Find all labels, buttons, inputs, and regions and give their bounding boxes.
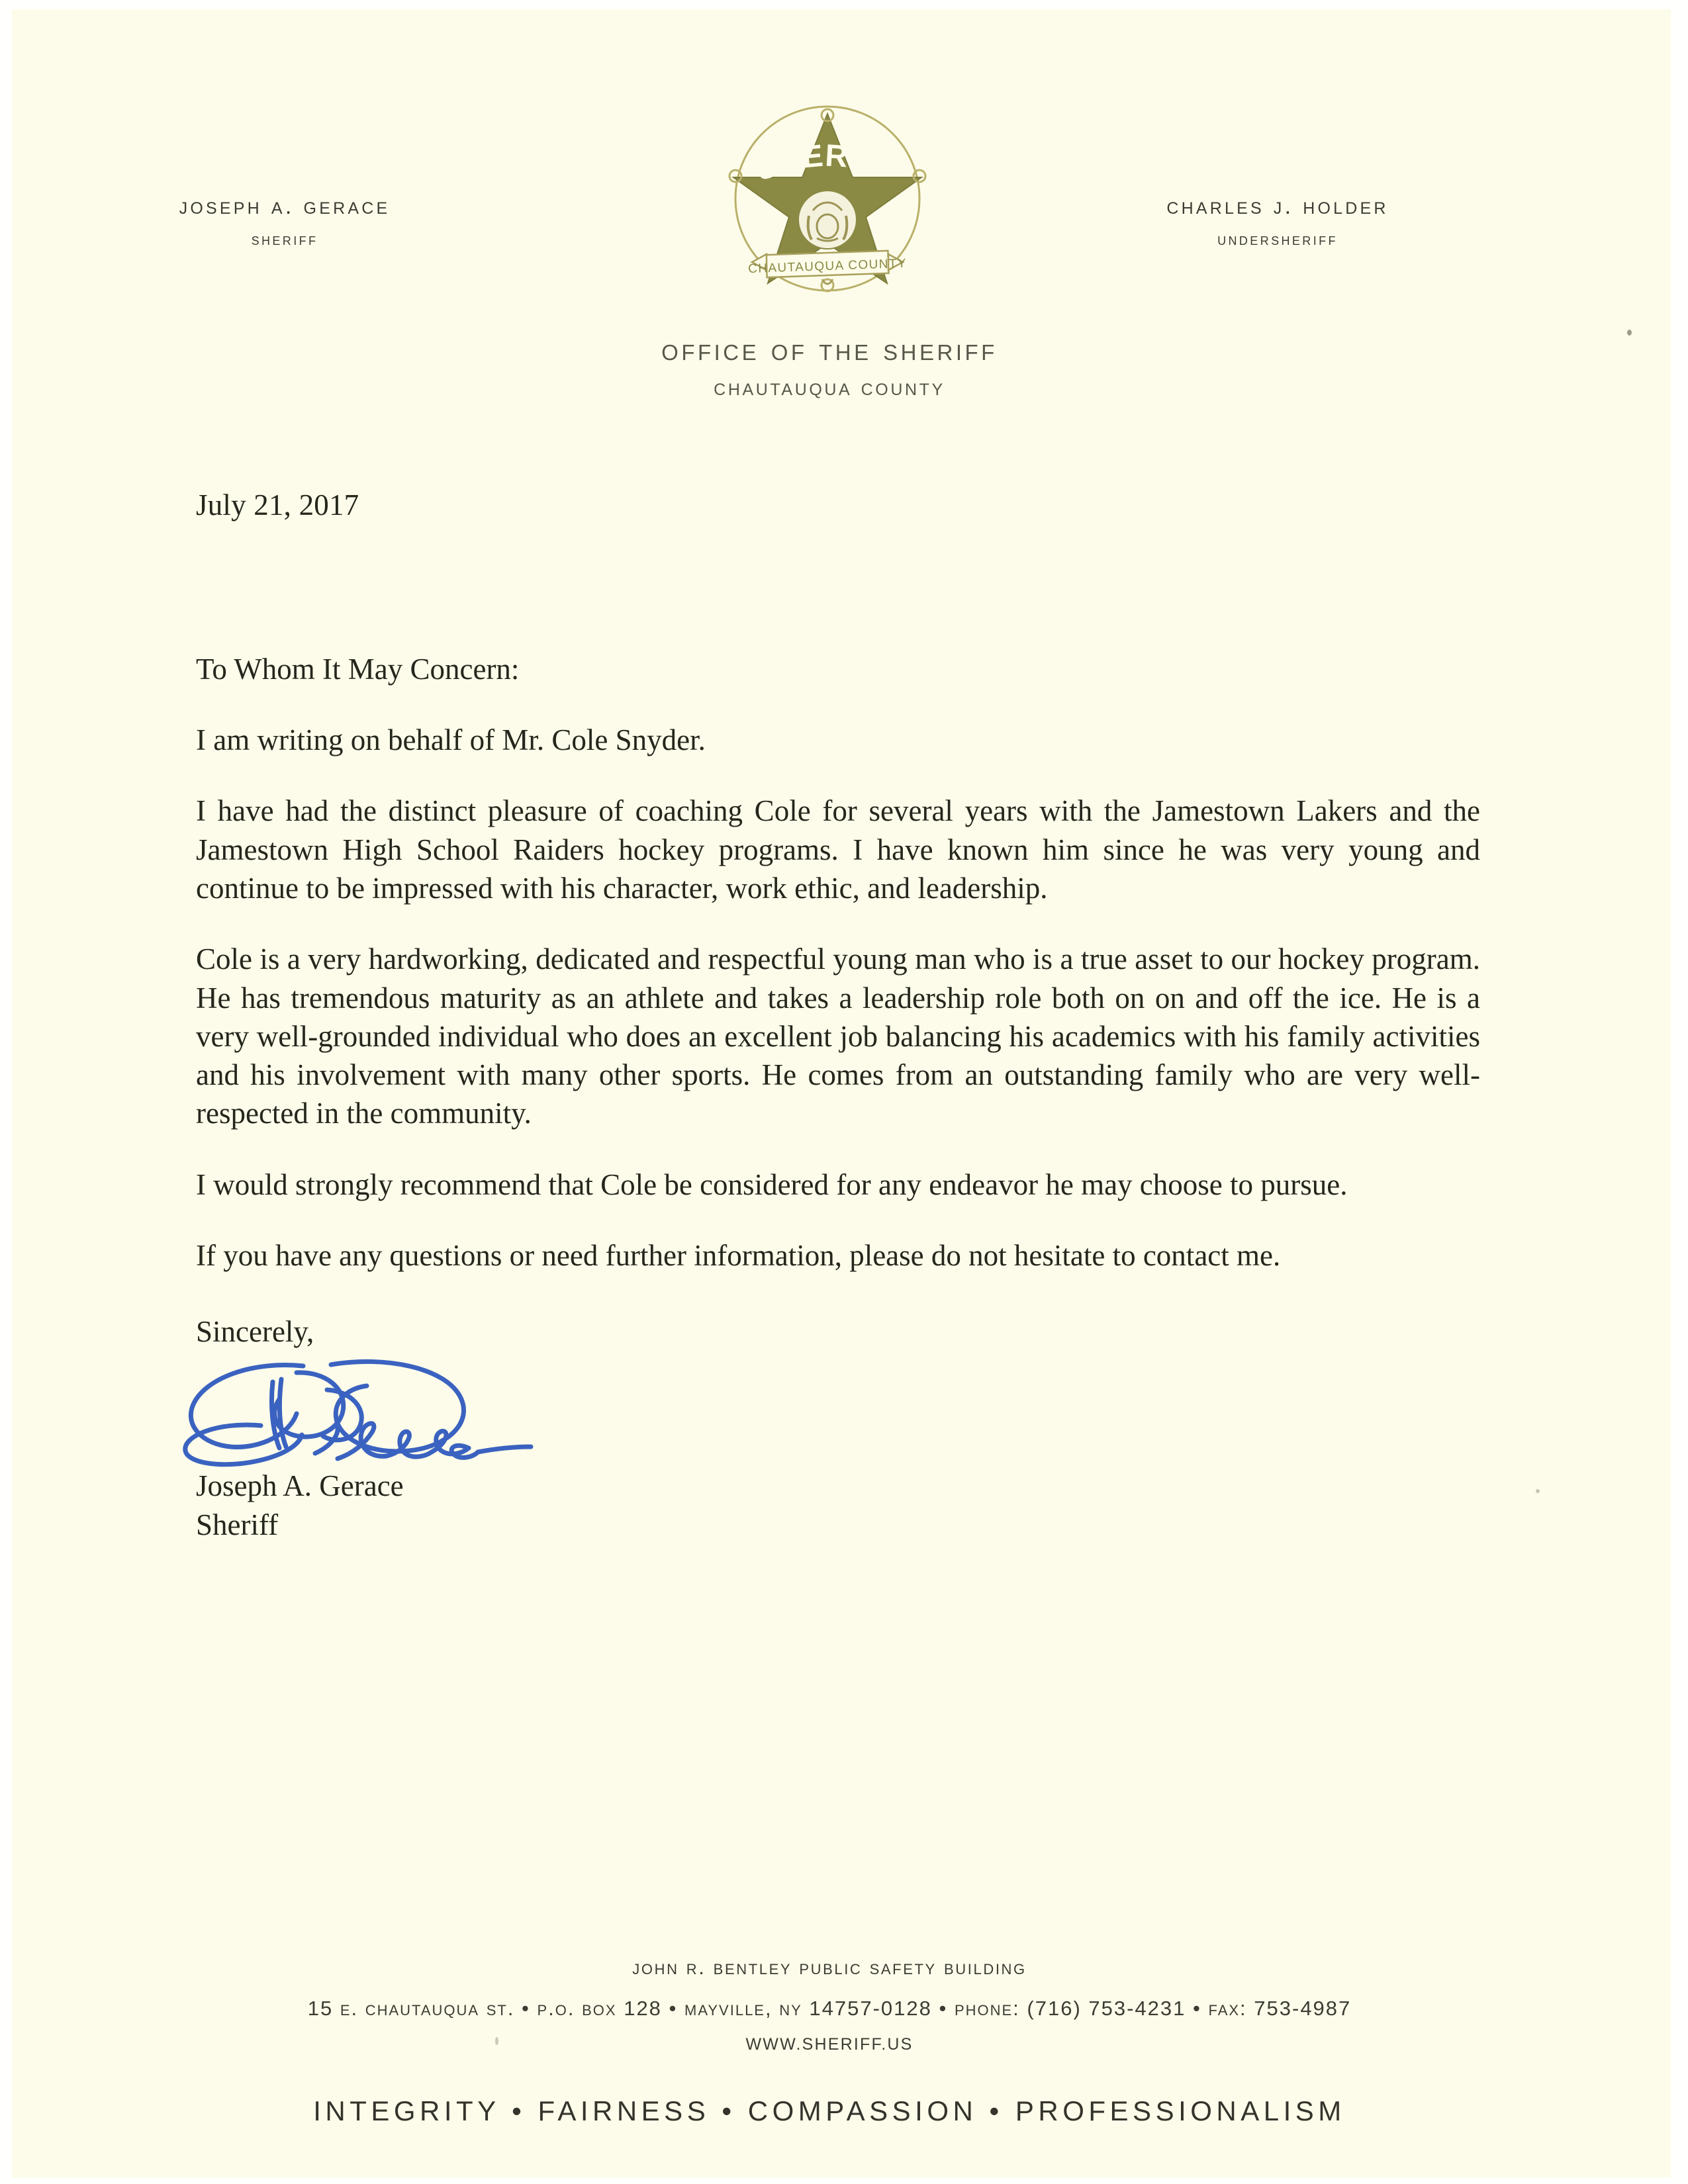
footer-address: 15 e. chautauqua st. • p.o. box 128 • mayville, ny 14757-0128 • phone: (716) 753-4231 • fax: 753-4987	[307, 1997, 1352, 2020]
county-name: chautauqua county	[714, 375, 945, 401]
scan-border-bottom	[0, 2177, 1688, 2184]
letter-paragraph: Cole is a very hardworking, dedicated and respectful young man who is a true asset to our hockey program. He has tremendous maturity as an athlete and takes a leadership role both on on and off the ice. He is a very well-grounded individual who does an excellent job balancing his academics with his family activities and his involvement with many other sports. He comes from an outstanding family who are very well-respected in the community.	[196, 942, 1480, 1130]
signer-title: Sheriff	[196, 1508, 279, 1542]
letter-paragraph: I am writing on behalf of Mr. Cole Snyder.	[196, 723, 706, 757]
sheriff-block	[99, 192, 470, 250]
footer-motto: INTEGRITY • FAIRNESS • COMPASSION • PROFESSIONALISM	[313, 2095, 1346, 2126]
sheriff-badge-icon	[708, 99, 947, 298]
letter-closing: Sincerely,	[196, 1315, 314, 1349]
signature-image	[173, 1347, 637, 1467]
footer-website[interactable]: WWW.SHERIFF.US	[745, 2035, 914, 2054]
signer-name: Joseph A. Gerace	[196, 1469, 404, 1502]
undersheriff-block	[1059, 192, 1496, 250]
office-name: office of the sheriff	[661, 332, 998, 367]
scan-border-right	[1671, 0, 1688, 2184]
scan-speck	[1536, 1489, 1540, 1493]
letter-body	[196, 486, 1480, 1545]
undersheriff-name: charles j. holder	[1166, 193, 1389, 219]
office-title	[0, 331, 1659, 401]
sheriff-name: joseph a. gerace	[179, 193, 391, 219]
scan-speck	[1627, 330, 1632, 336]
letter-paragraph: I have had the distinct pleasure of coaching Cole for several years with the Jamestown Lakers and the Jamestown High School Raiders hockey programs. I have known him since he was very young and continue to be impressed with his character, work ethic, and leadership.	[196, 794, 1480, 905]
footer-building-name: john r. bentley public safety building	[632, 1955, 1027, 1979]
letter-salutation: To Whom It May Concern:	[196, 652, 520, 686]
letter-footer	[0, 1955, 1659, 2127]
scan-speck	[495, 2037, 498, 2045]
letter-date: July 21, 2017	[196, 488, 359, 522]
svg-text:SHERIFF: SHERIFF	[750, 137, 905, 188]
undersheriff-title: undersheriff	[1217, 228, 1338, 249]
svg-text:CHAUTAUQUA COUNTY: CHAUTAUQUA COUNTY	[747, 256, 908, 277]
letterhead	[0, 0, 1659, 424]
letter-paragraph: If you have any questions or need further information, please do not hesitate to contact me.	[196, 1238, 1281, 1272]
sheriff-title: sheriff	[251, 228, 318, 249]
letter-paragraph: I would strongly recommend that Cole be considered for any endeavor he may choose to pursue.	[196, 1167, 1348, 1201]
